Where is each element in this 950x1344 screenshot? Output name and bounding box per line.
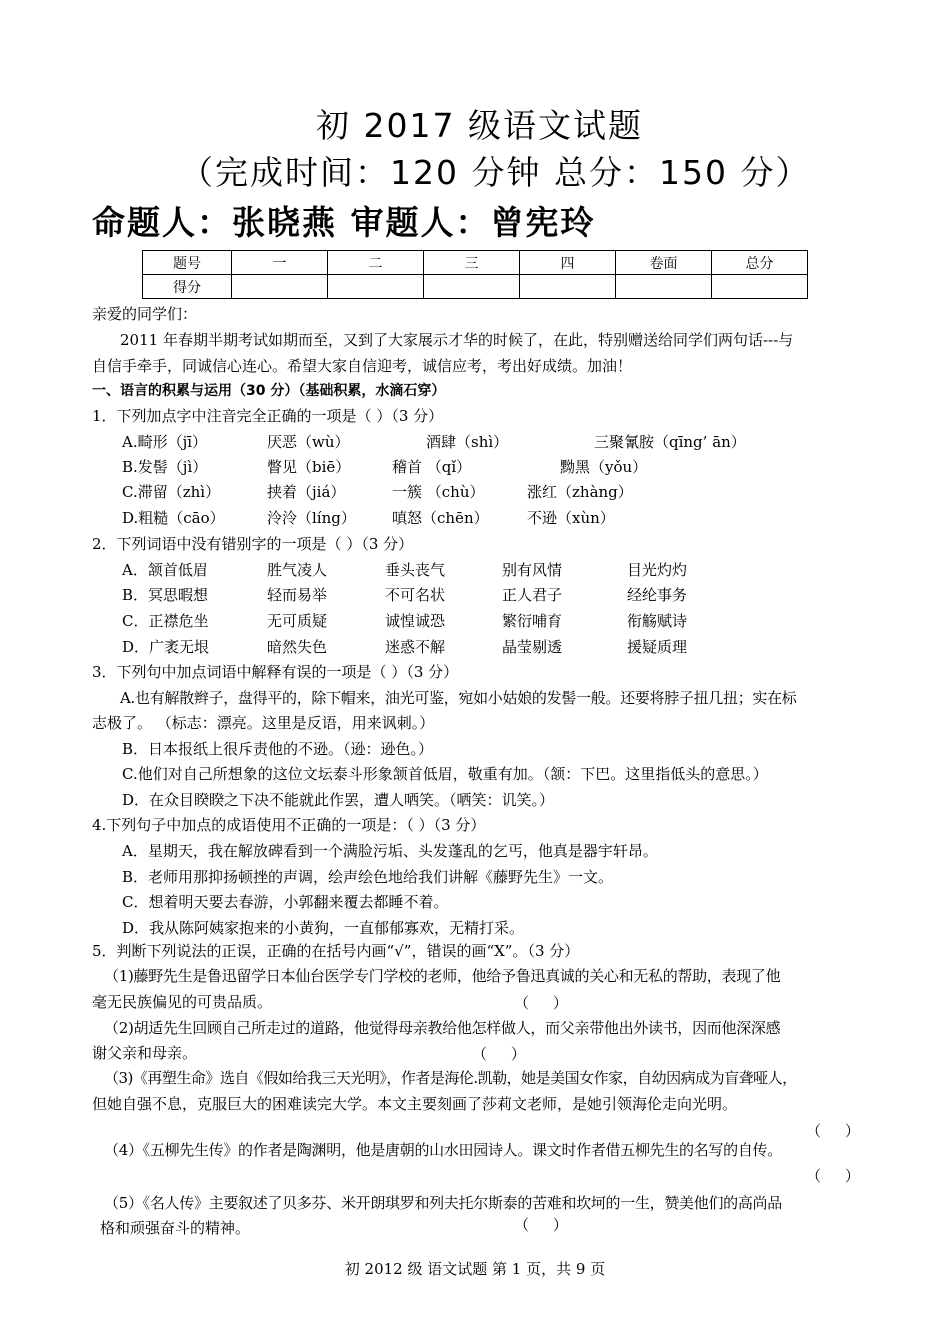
- score-table-header-cell: 三: [424, 251, 520, 275]
- q2-option-item: 繁衍哺育: [502, 612, 563, 630]
- q2-option-item: B．冥思暇想: [122, 586, 209, 604]
- page-footer: 初 2012 级 语文试题 第 1 页，共 9 页: [344, 1260, 606, 1278]
- q4-option-c: C．想着明天要去春游，小郭翻来覆去都睡不着。: [122, 893, 449, 911]
- q2-option-item: 衔觞赋诗: [627, 612, 688, 630]
- q4-option-a: A．星期天，我在解放碑看到一个满脸污垢、头发蓬乱的乞丐，他真是器宇轩昂。: [122, 842, 658, 860]
- q1-option-item: D.粗糙（cāo）: [122, 509, 225, 527]
- score-cell[interactable]: [616, 275, 712, 299]
- score-cell[interactable]: [712, 275, 808, 299]
- q2-option-item: 晶莹剔透: [502, 638, 563, 656]
- q5-statement-3: （3)《再塑生命》选自《假如给我三天光明》，作者是海伦.凯勒，她是美国女作家，自幼因病成为盲聋哑人，: [104, 1069, 797, 1087]
- q2-option-item: 暗然失色: [267, 638, 328, 656]
- q5-statement-1: （1)藤野先生是鲁迅留学日本仙台医学专门学校的老师，他给予鲁迅真诚的关心和无私的帮助，表现了他: [104, 967, 781, 985]
- q4-option-d: D．我从陈阿姨家抱来的小黄狗，一直郁郁寡欢，无精打采。: [122, 919, 525, 937]
- q1-option-item: 涨红（zhàng）: [527, 483, 633, 501]
- score-table-header-cell: 一: [232, 251, 328, 275]
- score-row-label: 得分: [143, 275, 232, 299]
- q1-option-item: 嗔怒（chēn）: [392, 509, 489, 527]
- q1-option-item: A.畸形（jī）: [122, 433, 208, 451]
- q4-option-b: B．老师用那抑扬顿挫的声调，绘声绘色地给我们讲解《藤野先生》一文。: [122, 868, 614, 886]
- q2-option-item: D．广袤无垠: [122, 638, 210, 656]
- q3-option-b: B．日本报纸上很斥责他的不逊。（逊：逊色。）: [122, 740, 434, 758]
- q5-statement-2-cont: 谢父亲和母亲。: [92, 1044, 198, 1062]
- score-table-header-cell: 卷面: [616, 251, 712, 275]
- q1-option-item: 一簇 （chù）: [392, 483, 485, 501]
- q3-option-d: D．在众目睽睽之下决不能就此作罢，遭人哂笑。（哂笑：讥笑。）: [122, 791, 555, 809]
- intro-line: 2011 年春期半期考试如期而至，又到了大家展示才华的时候了，在此，特别赠送给同学们两句话---与: [120, 331, 794, 349]
- q5-answer-blank[interactable]: （ ）: [806, 1122, 860, 1140]
- q5-answer-blank[interactable]: （ ）: [472, 1045, 526, 1063]
- question-2-stem: 2．下列词语中没有错别字的一项是（ ）（3 分）: [92, 535, 414, 553]
- q5-statement-5: （5）《名人传》主要叙述了贝多芬、米开朗琪罗和列夫托尔斯泰的苦难和坎坷的一生，赞美他们的高尚品: [104, 1194, 782, 1212]
- q5-statement-4: （4）《五柳先生传》的作者是陶渊明，他是唐朝的山水田园诗人。课文时作者借五柳先生的名写的自传。: [104, 1141, 782, 1159]
- score-table-header-cell: 总分: [712, 251, 808, 275]
- intro-greeting: 亲爱的同学们：: [92, 305, 198, 323]
- q1-option-item: 挟着（jiá）: [267, 483, 346, 501]
- score-table: [142, 250, 808, 299]
- score-table-score-row: [143, 275, 808, 299]
- score-cell[interactable]: [520, 275, 616, 299]
- score-table-header-cell: 四: [520, 251, 616, 275]
- q1-option-item: 瞥见（biē）: [267, 458, 351, 476]
- q2-option-item: 迷惑不解: [385, 638, 446, 656]
- q2-option-item: 援疑质理: [627, 638, 688, 656]
- q2-option-item: 正人君子: [502, 586, 563, 604]
- q5-statement-2: （2)胡适先生回顾自己所走过的道路，他觉得母亲教给他怎样做人，而父亲带他出外读书，因而他深深感: [104, 1019, 781, 1037]
- q2-option-item: 目光灼灼: [627, 561, 688, 579]
- q1-option-item: 不逊（xùn）: [527, 509, 615, 527]
- q2-option-item: 胜气凌人: [267, 561, 328, 579]
- section-heading: 一、语言的积累与运用（30 分）（基础积累，水滴石穿）: [92, 383, 446, 399]
- q2-option-item: C．正襟危坐: [122, 612, 209, 630]
- q3-option-a-cont: 志极了。 （标志：漂亮。这里是反语，用来讽刺。）: [92, 714, 435, 732]
- question-4-stem: 4.下列句子中加点的成语使用不正确的一项是：（ ）（3 分）: [92, 816, 486, 834]
- q2-option-item: 无可质疑: [267, 612, 328, 630]
- q3-option-c: C.他们对自己所想象的这位文坛泰斗形象颔首低眉，敬重有加。（颔：下巴。这里指低头的意思。）: [122, 765, 768, 783]
- score-table-header-row: [143, 251, 808, 275]
- question-5-stem: 5．判断下列说法的正误，正确的在括号内画“√”，错误的画“X”。（3 分）: [92, 942, 580, 960]
- q5-answer-blank[interactable]: （ ）: [806, 1167, 860, 1185]
- score-cell[interactable]: [424, 275, 520, 299]
- q2-option-item: A．颔首低眉: [122, 561, 208, 579]
- q1-option-item: C.滞留（zhì）: [122, 483, 221, 501]
- score-table-header-cell: 题号: [143, 251, 232, 275]
- q1-option-item: 稽首 （qǐ）: [392, 458, 472, 476]
- q1-option-item: 厌恶（wù）: [267, 433, 350, 451]
- exam-title: 初 2017 级语文试题: [316, 106, 643, 145]
- q5-answer-blank[interactable]: （ ）: [514, 994, 568, 1012]
- exam-subtitle: （完成时间：120 分钟 总分：150 分）: [180, 153, 811, 192]
- q2-option-item: 经纶事务: [627, 586, 688, 604]
- question-1-stem: 1．下列加点字中注音完全正确的一项是（ ）（3 分）: [92, 407, 444, 425]
- q2-option-item: 不可名状: [385, 586, 446, 604]
- q1-option-item: B.发髻（jì）: [122, 458, 208, 476]
- q5-statement-3-cont: 但她自强不息，克服巨大的困难读完大学。本文主要刻画了莎莉文老师，是她引领海伦走向光明。: [92, 1095, 738, 1113]
- q1-option-item: 黝黑（yǒu）: [560, 458, 648, 476]
- q5-statement-5-cont: 格和顽强奋斗的精神。: [100, 1219, 251, 1237]
- q3-option-a: A.也有解散辫子，盘得平的，除下帽来，油光可鉴，宛如小姑娘的发髻一般。还要将脖子扭几扭；实在标: [120, 689, 797, 707]
- q1-option-item: 酒肆（shì）: [426, 433, 509, 451]
- q1-option-item: 泠泠（líng）: [267, 509, 356, 527]
- intro-line: 自信手牵手，同诚信心连心。希望大家自信迎考，诚信应考，考出好成绩。加油！: [92, 357, 633, 375]
- q2-option-item: 诚惶诚恐: [385, 612, 446, 630]
- q2-option-item: 垂头丧气: [385, 561, 446, 579]
- score-table-header-cell: 二: [328, 251, 424, 275]
- q2-option-item: 别有风情: [502, 561, 563, 579]
- score-cell[interactable]: [328, 275, 424, 299]
- exam-authors: 命题人：张晓燕 审题人：曾宪玲: [92, 203, 596, 242]
- score-cell[interactable]: [232, 275, 328, 299]
- q5-answer-blank[interactable]: （ ）: [514, 1216, 568, 1234]
- q2-option-item: 轻而易举: [267, 586, 328, 604]
- q1-option-item: 三聚氰胺（qīng’ ān）: [594, 433, 746, 451]
- question-3-stem: 3．下列句中加点词语中解释有误的一项是（ ）（3 分）: [92, 663, 459, 681]
- q5-statement-1-cont: 毫无民族偏见的可贵品质。: [92, 993, 273, 1011]
